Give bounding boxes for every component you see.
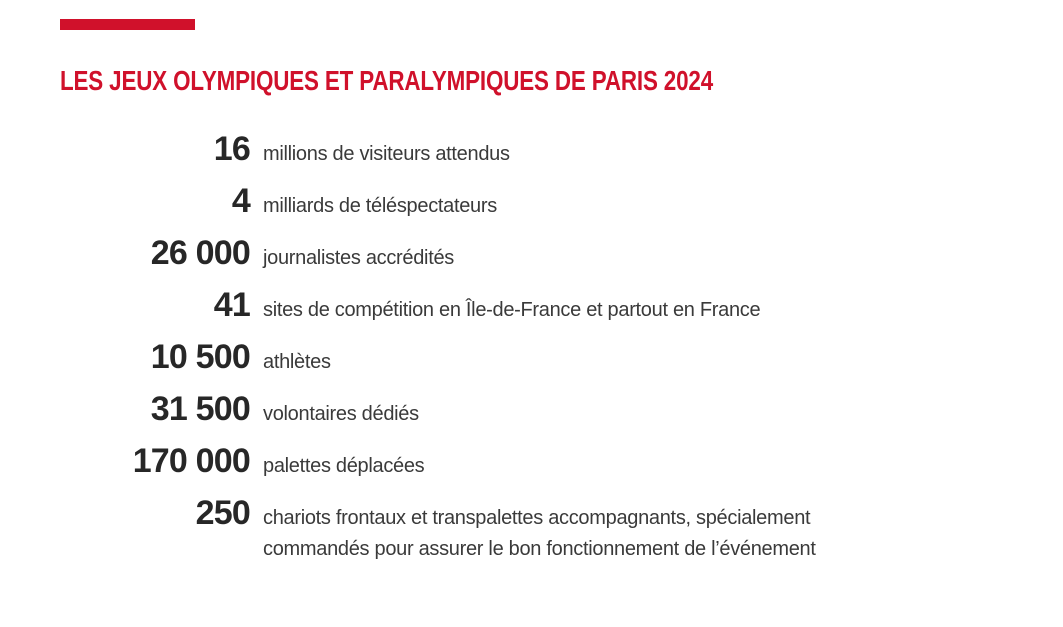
page-title-text: LES JEUX OLYMPIQUES ET PARALYMPIQUES DE PARIS 2024: [60, 65, 713, 96]
stat-label: milliards de téléspectateurs: [263, 195, 497, 217]
stat-label: journalistes accrédités: [263, 247, 454, 269]
stat-label: millions de visiteurs attendus: [263, 143, 510, 165]
stat-value: 250: [195, 494, 250, 532]
stat-row: [0, 331, 940, 383]
stat-label: chariots frontaux et transpalettes accompagnants, spécialement commandés pour assurer le bon fonctionnement de l’événement: [263, 507, 816, 560]
stat-row: [0, 227, 940, 279]
stat-label: sites de compétition en Île-de-France et partout en France: [263, 299, 761, 321]
stat-value: 4: [231, 182, 250, 220]
stat-row: [0, 487, 940, 565]
stats-list: [0, 123, 940, 565]
stat-row: [0, 123, 940, 175]
stat-row: [0, 279, 940, 331]
stat-row: [0, 435, 940, 487]
stat-label: palettes déplacées: [263, 455, 425, 477]
stat-label: volontaires dédiés: [263, 403, 419, 425]
stat-row: [0, 175, 940, 227]
stat-value: 170 000: [132, 442, 250, 480]
stat-row: [0, 383, 940, 435]
stat-value: 10 500: [150, 338, 250, 376]
stat-value: 16: [213, 130, 250, 168]
red-accent-bar: [60, 19, 195, 30]
page-title: [60, 67, 876, 95]
stat-value: 31 500: [150, 390, 250, 428]
stat-value: 26 000: [150, 234, 250, 272]
stat-label: athlètes: [263, 351, 331, 373]
stat-value: 41: [213, 286, 250, 324]
